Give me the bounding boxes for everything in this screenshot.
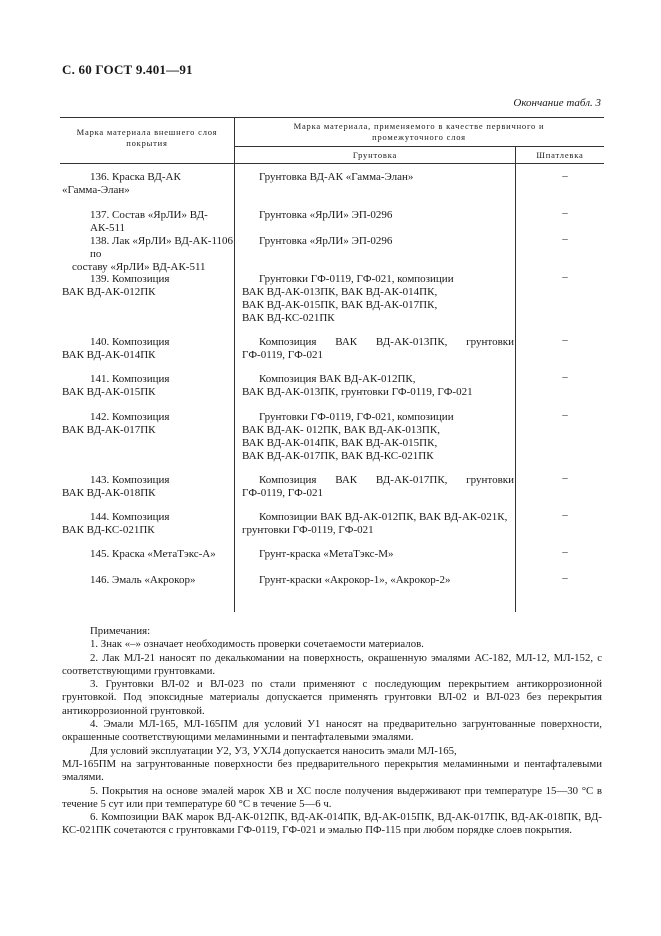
notes-section (62, 625, 602, 838)
continuation-label: Окончание табл. 3 (513, 97, 601, 109)
table-row-outer: 138. Лак «ЯрЛИ» ВД-АК-1106 по составу «ЯрЛИ» ВД-АК-511 (72, 235, 234, 273)
table-row-putty: – (562, 509, 568, 521)
table-row-putty: – (562, 546, 568, 558)
note-item: 2. Лак МЛ-21 наносят по декалькомании на поверхность, окрашенную эмалями АС-182, МЛ-12, МЛ-152, с соответствующими грунтовками. (62, 651, 602, 677)
table-row-putty: – (562, 371, 568, 383)
table-row-putty: – (562, 233, 568, 245)
table-row-primer: Грунтовка «ЯрЛИ» ЭП-0296 (259, 209, 393, 221)
table-row-primer: Композиции ВАК ВД-АК-012ПК, ВАК ВД-АК-021К, грунтовки ГФ-0119, ГФ-021 (242, 511, 508, 536)
table-row-primer: Грунтовка «ЯрЛИ» ЭП-0296 (259, 235, 393, 247)
table-row-putty: – (562, 472, 568, 484)
table-row-outer: 136. Краска ВД-АК «Гамма-Элан» (62, 171, 181, 196)
table-row-primer: Композиция ВАК ВД-АК-017ПК, грунтовки ГФ-0119, ГФ-021 (242, 474, 514, 499)
table-row-outer: 143. Композиция ВАК ВД-АК-018ПК (62, 474, 170, 499)
table-row-primer: Композиция ВАК ВД-АК-013ПК, грунтовки ГФ-0119, ГФ-021 (242, 336, 514, 361)
table-row-outer: 142. Композиция ВАК ВД-АК-017ПК (62, 411, 170, 436)
note-item: Для условий эксплуатации У2, У3, УХЛ4 допускается наносить эмали МЛ-165, (90, 744, 457, 757)
table-row-outer: 144. Композиция ВАК ВД-КС-021ПК (62, 511, 170, 536)
note-item: 6. Композиции ВАК марок ВД-АК-012ПК, ВД-АК-014ПК, ВД-АК-015ПК, ВД-АК-017ПК, ВД-АК-018ПК, ВД-КС-021ПК сочетаются с грунтовками ГФ-0119, ГФ-021 и эмалью ПФ-115 при любом порядке слоев покрытия. (62, 811, 602, 837)
table-row-primer: Грунт-краска «МетаТэкс-М» (259, 548, 394, 560)
note-item: МЛ-165ПМ на загрунтованные поверхности без предварительного перекрытия меламинными и пентафталевыми эмалями. (62, 757, 602, 784)
table-row-putty: – (562, 572, 568, 584)
putty-subheader: Шпатлевка (536, 150, 584, 160)
header-divider (234, 146, 604, 147)
table-row-putty: – (562, 409, 568, 421)
header-bottom-line (60, 163, 604, 164)
note-item: 1. Знак «–» означает необходимость проверки сочетаемости материалов. (90, 638, 424, 651)
table-row-outer: 140. Композиция ВАК ВД-АК-014ПК (62, 336, 170, 361)
materials-table (60, 117, 604, 612)
table-row-outer: 139. Композиция ВАК ВД-АК-012ПК (62, 273, 170, 298)
table-row-outer: 137. Состав «ЯрЛИ» ВД-АК-511 (90, 209, 208, 234)
note-item: 3. Грунтовки ВЛ-02 и ВЛ-023 по стали применяют с последующим перекрытием антикоррозионной грунтовкой. Под эпоксидные материалы допускается применять грунтовки ВЛ-02 и ВЛ-023 без перекрытия антикоррозионной грунтовкой. (62, 678, 602, 717)
table-row-outer: 141. Композиция ВАК ВД-АК-015ПК (62, 373, 170, 398)
table-row-primer: Грунтовки ГФ-0119, ГФ-021, композиции ВАК ВД-АК- 012ПК, ВАК ВД-АК-013ПК, ВАК ВД-АК-014ПК, ВАК ВД-АК-015ПК, ВАК ВД-АК-017ПК, ВАК ВД-КС-021ПК (242, 411, 454, 462)
table-row-outer: 146. Эмаль «Акрокор» (90, 574, 196, 586)
table-row-outer: 145. Краска «МетаТэкс-А» (90, 548, 216, 560)
table-row-putty: – (562, 271, 568, 283)
table-row-primer: Композиция ВАК ВД-АК-012ПК, ВАК ВД-АК-013ПК, грунтовки ГФ-0119, ГФ-021 (242, 373, 473, 398)
primer-subheader: Грунтовка (352, 150, 398, 160)
outer-layer-header: Марка материала внешнего слоя покрытия (76, 127, 218, 148)
note-item: 5. Покрытия на основе эмалей марок ХВ и ХС после получения выдерживают при температуре 15—30 °С в течение 5 сут или при температуре 60 °С в течение 5—6 ч. (62, 784, 602, 810)
table-row-putty: – (562, 170, 568, 182)
column-divider (515, 146, 516, 612)
table-row-primer: Грунт-краски «Акрокор-1», «Акрокор-2» (259, 574, 451, 586)
page-header: С. 60 ГОСТ 9.401—91 (62, 62, 193, 77)
column-divider (234, 118, 235, 612)
table-row-putty: – (562, 334, 568, 346)
table-row-primer: Грунтовки ГФ-0119, ГФ-021, композиции ВАК ВД-АК-013ПК, ВАК ВД-АК-014ПК, ВАК ВД-АК-015ПК, ВАК ВД-АК-017ПК, ВАК ВД-КС-021ПК (242, 273, 454, 324)
notes-title: Примечания: (90, 625, 151, 637)
table-row-putty: – (562, 207, 568, 219)
primary-layer-header: Марка материала, применяемого в качестве первичного и промежуточного слоя (293, 121, 545, 142)
note-item: 4. Эмали МЛ-165, МЛ-165ПМ для условий У1 наносят на предварительно загрунтованные поверхности, окрашенные соответствующими меламинными и пентафталевыми эмалями. (62, 718, 602, 744)
table-row-primer: Грунтовка ВД-АК «Гамма-Элан» (259, 171, 414, 183)
